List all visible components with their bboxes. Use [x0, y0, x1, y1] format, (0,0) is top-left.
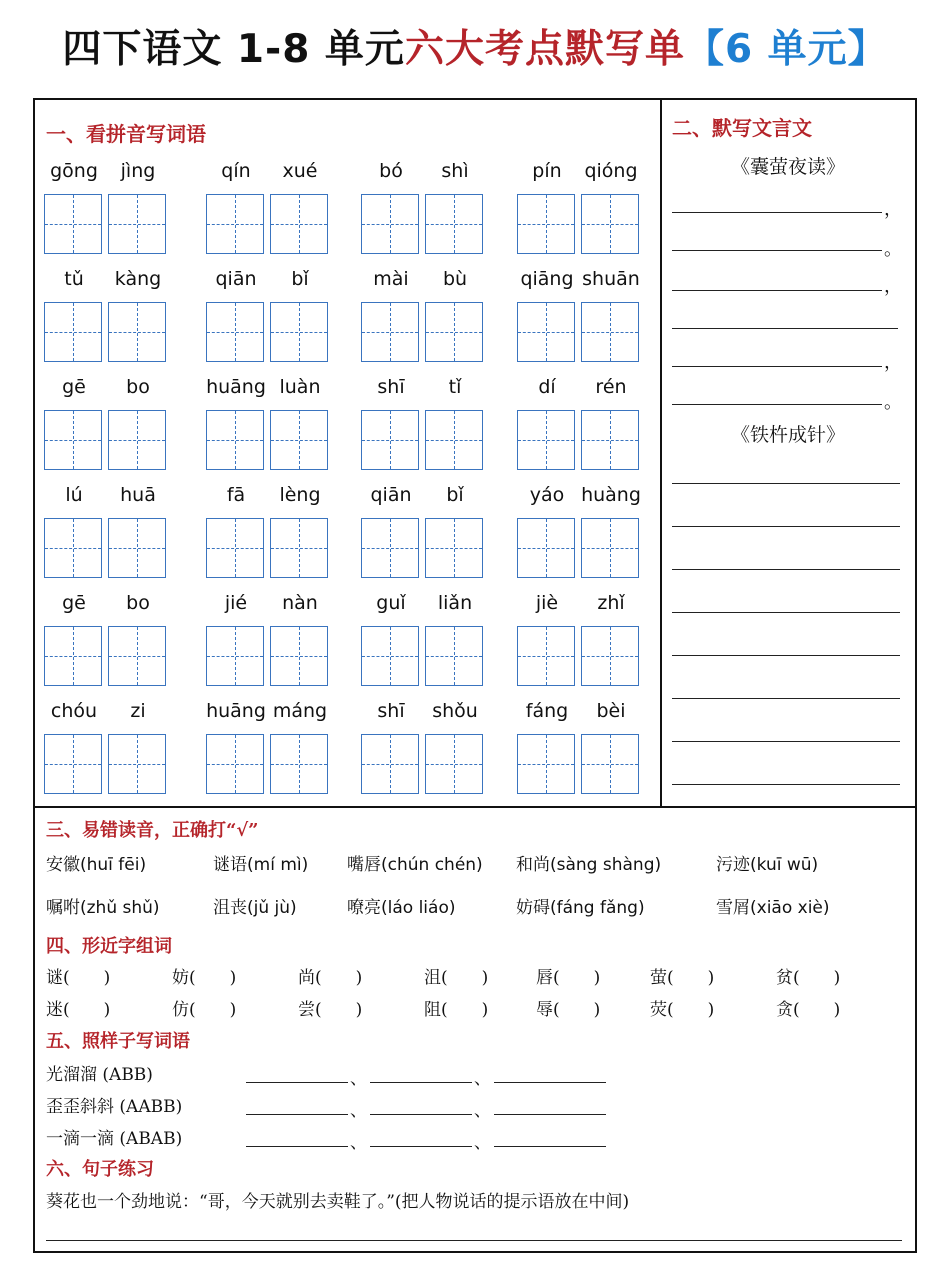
- pinyin-label: mài: [373, 268, 409, 290]
- word-group: [44, 376, 174, 476]
- reading-item[interactable]: 沮丧(jǔ jù): [213, 898, 297, 918]
- write-line[interactable]: [672, 655, 900, 656]
- write-line[interactable]: [672, 612, 900, 613]
- reading-item[interactable]: 安徽(huī fēi): [46, 855, 147, 875]
- group-word-item[interactable]: 谜( ): [46, 968, 111, 988]
- tianzige-box[interactable]: [206, 734, 264, 794]
- pinyin-label: lèng: [279, 484, 321, 506]
- tianzige-box[interactable]: [44, 734, 102, 794]
- group-word-item[interactable]: 贫( ): [776, 968, 841, 988]
- tianzige-box[interactable]: [270, 518, 328, 578]
- tianzige-box[interactable]: [361, 194, 419, 254]
- word-group: [206, 700, 336, 800]
- tianzige-box[interactable]: [270, 302, 328, 362]
- group-word-item[interactable]: 仿( ): [172, 1000, 237, 1020]
- period-mark: 。: [884, 392, 902, 413]
- pinyin-label: fā: [226, 484, 246, 506]
- pinyin-label: nàn: [282, 592, 318, 614]
- pinyin-label: zhǐ: [597, 592, 625, 614]
- tianzige-box[interactable]: [206, 302, 264, 362]
- sentence-prompt: 葵花也一个劲地说：“哥，今天就别去卖鞋了。”(把人物说话的提示语放在中间): [46, 1192, 630, 1212]
- group-word-item[interactable]: 荧( ): [650, 1000, 715, 1020]
- section2-frame: [660, 98, 917, 808]
- pinyin-row: [44, 484, 654, 584]
- section2-heading: 二、默写文言文: [672, 116, 812, 140]
- pinyin-label: fáng: [525, 700, 569, 722]
- pattern-label: 歪歪斜斜 (AABB): [46, 1097, 183, 1117]
- word-group: [206, 592, 336, 692]
- word-group: [44, 592, 174, 692]
- tianzige-box[interactable]: [361, 734, 419, 794]
- word-group: [206, 484, 336, 584]
- pinyin-label: yáo: [529, 484, 565, 506]
- word-group: [361, 592, 491, 692]
- separator: 、: [350, 1069, 367, 1089]
- separator: 、: [350, 1101, 367, 1121]
- write-line[interactable]: [672, 290, 882, 291]
- tianzige-box[interactable]: [361, 518, 419, 578]
- group-word-item[interactable]: 贪( ): [776, 1000, 841, 1020]
- pinyin-label: kàng: [114, 268, 162, 290]
- group-word-item[interactable]: 辱( ): [536, 1000, 601, 1020]
- comma-mark: ，: [884, 352, 902, 373]
- tianzige-box[interactable]: [517, 302, 575, 362]
- period-mark: 。: [884, 239, 902, 260]
- tianzige-box[interactable]: [517, 734, 575, 794]
- reading-item[interactable]: 嘴唇(chún chén): [347, 855, 483, 875]
- tianzige-box[interactable]: [44, 302, 102, 362]
- tianzige-box[interactable]: [44, 194, 102, 254]
- pattern-label: 一滴一滴 (ABAB): [46, 1129, 183, 1149]
- pinyin-label: bo: [126, 376, 150, 398]
- title-part2: 六大考点默写单: [404, 27, 685, 72]
- section5-heading: 五、照样子写词语: [46, 1031, 190, 1052]
- answer-line[interactable]: [370, 1114, 472, 1115]
- comma-mark: ，: [884, 276, 902, 297]
- reading-item[interactable]: 雪屑(xiāo xiè): [716, 898, 830, 918]
- answer-line[interactable]: [494, 1146, 606, 1147]
- answer-line[interactable]: [246, 1146, 348, 1147]
- write-line[interactable]: [672, 569, 900, 570]
- tianzige-box[interactable]: [581, 410, 639, 470]
- pinyin-label: shǒu: [432, 700, 478, 722]
- pinyin-label: zi: [130, 700, 146, 722]
- pinyin-label: qiāng: [520, 268, 574, 290]
- pinyin-label: qiān: [215, 268, 257, 290]
- tianzige-box[interactable]: [270, 194, 328, 254]
- word-group: [517, 160, 647, 260]
- pinyin-label: bù: [442, 268, 468, 290]
- pinyin-label: shī: [377, 700, 405, 722]
- separator: 、: [350, 1133, 367, 1153]
- word-group: [361, 700, 491, 800]
- group-word-item[interactable]: 尚( ): [298, 968, 363, 988]
- group-word-item[interactable]: 萤( ): [650, 968, 715, 988]
- pinyin-label: huāng: [206, 700, 266, 722]
- word-group: [206, 268, 336, 368]
- tianzige-box[interactable]: [517, 410, 575, 470]
- pinyin-label: jìng: [120, 160, 156, 182]
- reading-item[interactable]: 妨碍(fáng fǎng): [516, 898, 645, 918]
- write-line[interactable]: [672, 741, 900, 742]
- pinyin-label: tǔ: [64, 268, 84, 290]
- tianzige-box[interactable]: [108, 302, 166, 362]
- pinyin-label: gē: [62, 376, 86, 398]
- pinyin-label: gē: [62, 592, 86, 614]
- write-line[interactable]: [672, 483, 900, 484]
- tianzige-box[interactable]: [108, 410, 166, 470]
- tianzige-box[interactable]: [108, 194, 166, 254]
- word-group: [517, 268, 647, 368]
- pinyin-label: liǎn: [437, 592, 473, 614]
- pinyin-label: xué: [282, 160, 318, 182]
- tianzige-box[interactable]: [581, 518, 639, 578]
- pinyin-label: gōng: [50, 160, 98, 182]
- section4-heading: 四、形近字组词: [46, 936, 172, 957]
- pinyin-label: rén: [595, 376, 627, 398]
- reading-item[interactable]: 嘱咐(zhǔ shǔ): [46, 898, 160, 918]
- tianzige-box[interactable]: [44, 410, 102, 470]
- tianzige-box[interactable]: [206, 410, 264, 470]
- pinyin-label: huāng: [206, 376, 266, 398]
- tianzige-box[interactable]: [108, 518, 166, 578]
- title-part1: 四下语文 1-8 单元: [62, 27, 405, 72]
- pinyin-label: shì: [441, 160, 469, 182]
- tianzige-box[interactable]: [581, 302, 639, 362]
- word-group: [361, 484, 491, 584]
- tianzige-box[interactable]: [425, 302, 483, 362]
- tianzige-box[interactable]: [425, 626, 483, 686]
- answer-line[interactable]: [370, 1146, 472, 1147]
- pinyin-label: jié: [224, 592, 248, 614]
- separator: 、: [474, 1101, 491, 1121]
- tianzige-box[interactable]: [425, 194, 483, 254]
- reading-item[interactable]: 和尚(sàng shàng): [516, 855, 662, 875]
- word-group: [44, 484, 174, 584]
- group-word-item[interactable]: 沮( ): [424, 968, 489, 988]
- tianzige-box[interactable]: [517, 518, 575, 578]
- word-group: [517, 376, 647, 476]
- tianzige-box[interactable]: [108, 734, 166, 794]
- pinyin-label: dí: [538, 376, 556, 398]
- pinyin-label: qióng: [584, 160, 638, 182]
- pinyin-label: guǐ: [376, 592, 406, 614]
- tianzige-box[interactable]: [517, 194, 575, 254]
- pinyin-label: qiān: [370, 484, 412, 506]
- word-group: [517, 700, 647, 800]
- word-group: [517, 484, 647, 584]
- word-group: [361, 160, 491, 260]
- word-group: [206, 160, 336, 260]
- write-line[interactable]: [672, 526, 900, 527]
- group-word-item[interactable]: 阻( ): [424, 1000, 489, 1020]
- pinyin-label: jiè: [535, 592, 559, 614]
- separator: 、: [474, 1069, 491, 1089]
- reading-item[interactable]: 污迹(kuī wū): [716, 855, 819, 875]
- section6-heading: 六、句子练习: [46, 1159, 154, 1180]
- pinyin-label: bèi: [596, 700, 626, 722]
- tianzige-box[interactable]: [581, 194, 639, 254]
- tianzige-box[interactable]: [44, 518, 102, 578]
- pinyin-label: bó: [379, 160, 403, 182]
- pattern-label: 光溜溜 (ABB): [46, 1065, 153, 1085]
- pinyin-label: luàn: [279, 376, 321, 398]
- group-word-item[interactable]: 尝( ): [298, 1000, 363, 1020]
- answer-line[interactable]: [46, 1240, 902, 1241]
- pinyin-label: tǐ: [448, 376, 462, 398]
- write-line[interactable]: [672, 328, 898, 329]
- pinyin-row: [44, 592, 654, 692]
- comma-mark: ，: [884, 199, 902, 220]
- pinyin-label: shuān: [582, 268, 640, 290]
- pinyin-row: [44, 700, 654, 800]
- tianzige-box[interactable]: [44, 626, 102, 686]
- tianzige-box[interactable]: [425, 734, 483, 794]
- poem1-title: 《囊萤夜读》: [730, 156, 845, 178]
- section3-heading: 三、易错读音，正确打“√”: [46, 820, 259, 841]
- reading-item[interactable]: 嘹亮(láo liáo): [347, 898, 456, 918]
- tianzige-box[interactable]: [361, 410, 419, 470]
- answer-line[interactable]: [246, 1082, 348, 1083]
- word-group: [361, 268, 491, 368]
- write-line[interactable]: [672, 250, 882, 251]
- word-group: [44, 700, 174, 800]
- word-group: [517, 592, 647, 692]
- write-line[interactable]: [672, 212, 882, 213]
- reading-item[interactable]: 谜语(mí mì): [213, 855, 309, 875]
- pinyin-label: chóu: [50, 700, 98, 722]
- pinyin-row: [44, 160, 654, 260]
- section1-heading: 一、看拼音写词语: [46, 122, 206, 146]
- word-group: [44, 160, 174, 260]
- pinyin-label: pín: [532, 160, 562, 182]
- tianzige-box[interactable]: [581, 626, 639, 686]
- pinyin-label: bo: [126, 592, 150, 614]
- group-word-item[interactable]: 唇( ): [536, 968, 601, 988]
- pinyin-label: bǐ: [291, 268, 309, 290]
- answer-line[interactable]: [494, 1114, 606, 1115]
- tianzige-box[interactable]: [270, 734, 328, 794]
- tianzige-box[interactable]: [206, 626, 264, 686]
- pinyin-label: bǐ: [446, 484, 464, 506]
- word-group: [44, 268, 174, 368]
- tianzige-box[interactable]: [270, 626, 328, 686]
- write-line[interactable]: [672, 784, 900, 785]
- pinyin-label: máng: [272, 700, 328, 722]
- tianzige-box[interactable]: [108, 626, 166, 686]
- word-group: [206, 376, 336, 476]
- tianzige-box[interactable]: [361, 626, 419, 686]
- write-line[interactable]: [672, 698, 900, 699]
- pinyin-label: lú: [65, 484, 83, 506]
- answer-line[interactable]: [494, 1082, 606, 1083]
- pinyin-label: qín: [221, 160, 251, 182]
- pinyin-label: shī: [377, 376, 405, 398]
- tianzige-box[interactable]: [425, 518, 483, 578]
- write-line[interactable]: [672, 404, 882, 405]
- tianzige-box[interactable]: [206, 518, 264, 578]
- write-line[interactable]: [672, 366, 882, 367]
- tianzige-box[interactable]: [206, 194, 264, 254]
- pinyin-label: huàng: [581, 484, 641, 506]
- group-word-item[interactable]: 妨( ): [172, 968, 237, 988]
- tianzige-box[interactable]: [270, 410, 328, 470]
- page-title: [0, 18, 950, 74]
- tianzige-box[interactable]: [425, 410, 483, 470]
- title-part3: 【6 单元】: [684, 27, 888, 72]
- tianzige-box[interactable]: [581, 734, 639, 794]
- answer-line[interactable]: [246, 1114, 348, 1115]
- pinyin-row: [44, 268, 654, 368]
- poem2-title: 《铁杵成针》: [730, 424, 845, 446]
- word-group: [361, 376, 491, 476]
- tianzige-box[interactable]: [361, 302, 419, 362]
- pinyin-label: huā: [120, 484, 156, 506]
- group-word-item[interactable]: 迷( ): [46, 1000, 111, 1020]
- tianzige-box[interactable]: [517, 626, 575, 686]
- pinyin-row: [44, 376, 654, 476]
- separator: 、: [474, 1133, 491, 1153]
- answer-line[interactable]: [370, 1082, 472, 1083]
